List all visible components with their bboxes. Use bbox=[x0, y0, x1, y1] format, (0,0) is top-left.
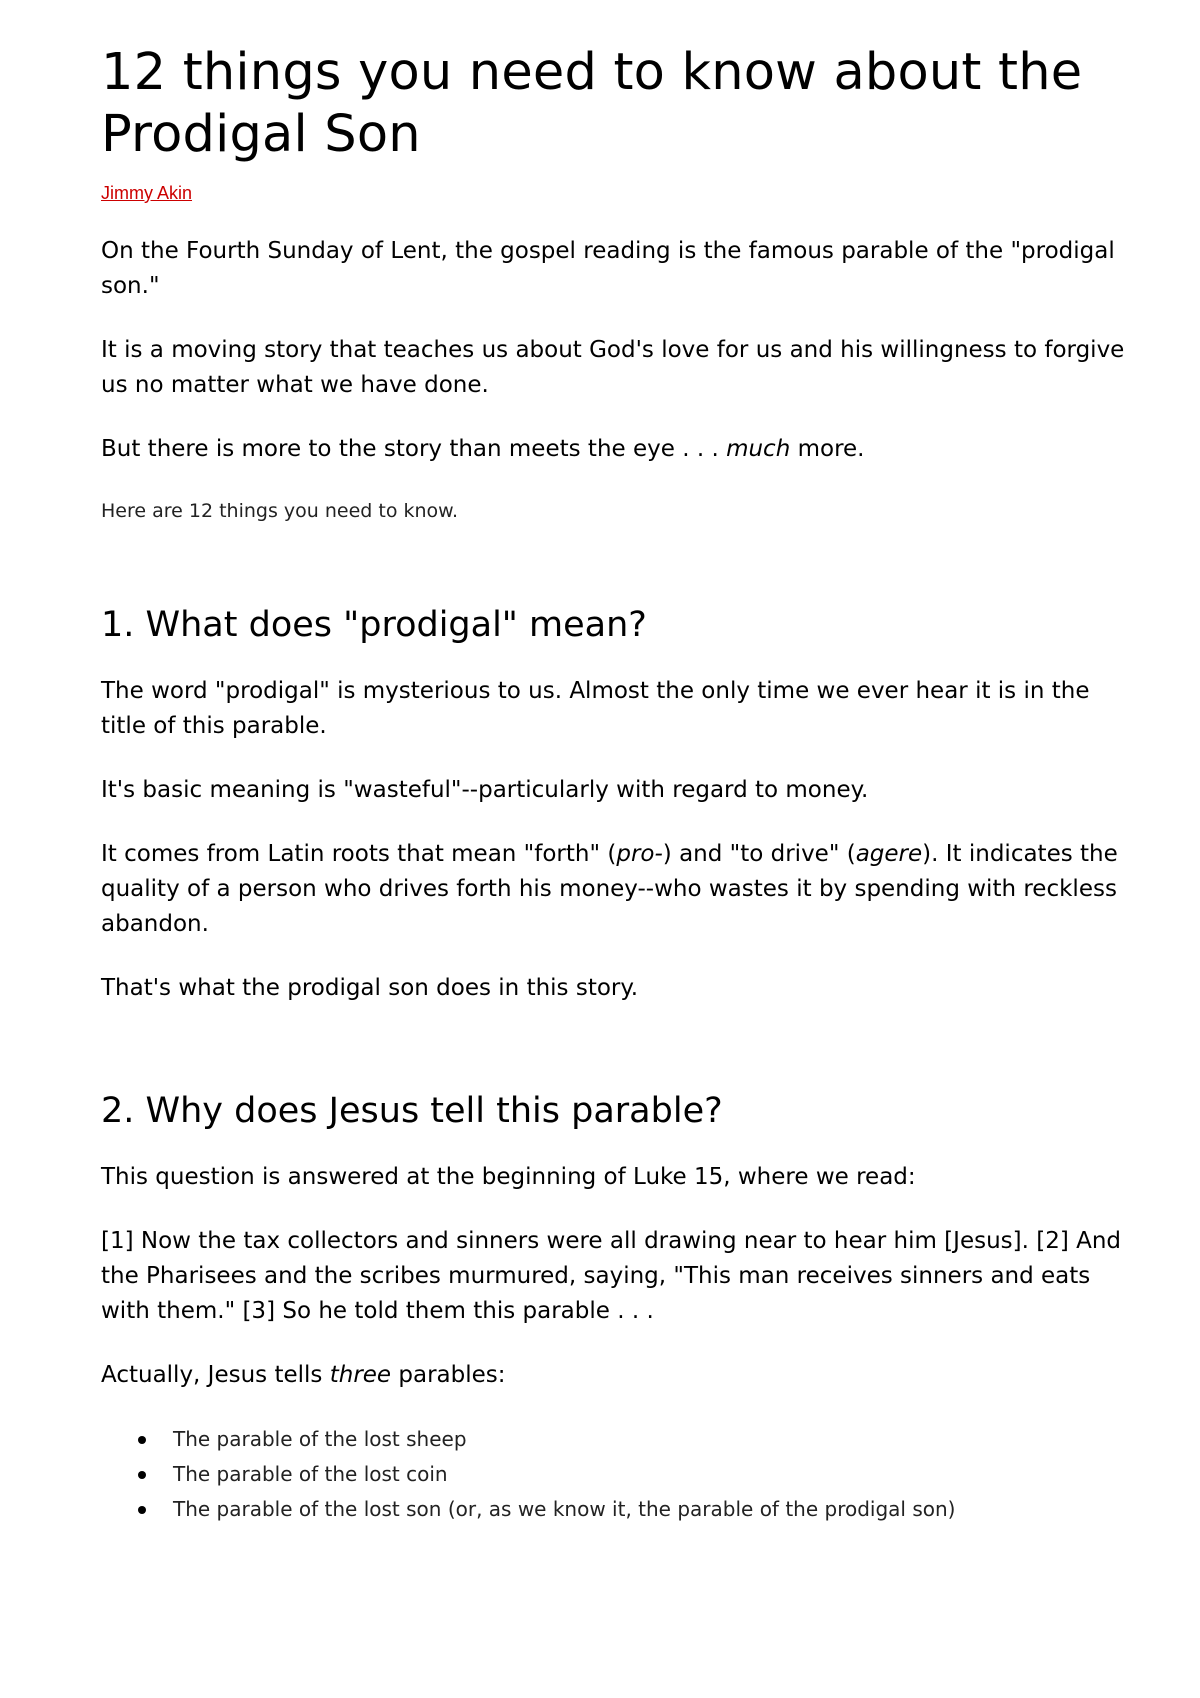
section-1-paragraph-1: The word "prodigal" is mysterious to us. Almost the only time we ever hear it is in the title of this parable. bbox=[101, 678, 1090, 739]
section-2-heading: 2. Why does Jesus tell this parable? bbox=[101, 1091, 723, 1131]
bullet-icon bbox=[138, 1506, 146, 1514]
list-item-text: The parable of the lost coin bbox=[173, 1462, 448, 1486]
author-link[interactable]: Jimmy Akin bbox=[101, 183, 193, 203]
section-2-paragraph-1: This question is answered at the beginning of Luke 15, where we read: bbox=[101, 1164, 916, 1190]
lead-in-text: Here are 12 things you need to know. bbox=[101, 500, 458, 522]
parables-emphasis: three bbox=[329, 1362, 392, 1388]
etymology-text-a: It comes from Latin roots that mean "forth" ( bbox=[101, 841, 617, 867]
intro-paragraph-2: It is a moving story that teaches us about God's love for us and his willingness to forgive us no matter what we have done. bbox=[101, 337, 1125, 398]
section-2-paragraph-2 bbox=[101, 1358, 1131, 1393]
bullet-icon bbox=[138, 1471, 146, 1479]
scripture-quote: [1] Now the tax collectors and sinners were all drawing near to hear him [Jesus]. [2] And the Pharisees and the scribes murmured, saying, "This man receives sinners and eats with them." [3] So he told them this parable . . . bbox=[101, 1228, 1122, 1324]
list-item-text: The parable of the lost sheep bbox=[173, 1427, 467, 1451]
etymology-text-e: ). It indicates the quality of a person who drives forth his money--who wastes it by spending with reckless abandon. bbox=[101, 841, 1118, 937]
parables-list bbox=[101, 1422, 1131, 1527]
teaser-emphasis: much bbox=[726, 436, 791, 462]
section-1-paragraph-4: That's what the prodigal son does in this story. bbox=[101, 975, 639, 1001]
list-item bbox=[101, 1422, 1131, 1457]
article-title: 12 things you need to know about the Prodigal Son bbox=[101, 43, 1083, 164]
list-item bbox=[101, 1492, 1131, 1527]
article bbox=[101, 42, 1131, 1527]
teaser-text-after: more. bbox=[790, 436, 865, 462]
teaser-text-before: But there is more to the story than meets the eye . . . bbox=[101, 436, 727, 462]
intro-paragraph-1: On the Fourth Sunday of Lent, the gospel reading is the famous parable of the "prodigal son." bbox=[101, 238, 1115, 299]
section-1-paragraph-3 bbox=[101, 837, 1131, 942]
list-item-text: The parable of the lost son (or, as we know it, the parable of the prodigal son) bbox=[173, 1497, 956, 1521]
section-1-paragraph-2: It's basic meaning is "wasteful"--particularly with regard to money. bbox=[101, 777, 869, 803]
section-1-heading: 1. What does "prodigal" mean? bbox=[101, 605, 647, 645]
intro-paragraph-3 bbox=[101, 432, 1131, 467]
etymology-latin-pro: pro- bbox=[616, 841, 663, 867]
parables-text-after: parables: bbox=[391, 1362, 506, 1388]
list-item bbox=[101, 1457, 1131, 1492]
etymology-text-c: ) and "to drive" ( bbox=[662, 841, 856, 867]
etymology-latin-agere: agere bbox=[855, 841, 923, 867]
parables-text-before: Actually, Jesus tells bbox=[101, 1362, 330, 1388]
bullet-icon bbox=[138, 1436, 146, 1444]
